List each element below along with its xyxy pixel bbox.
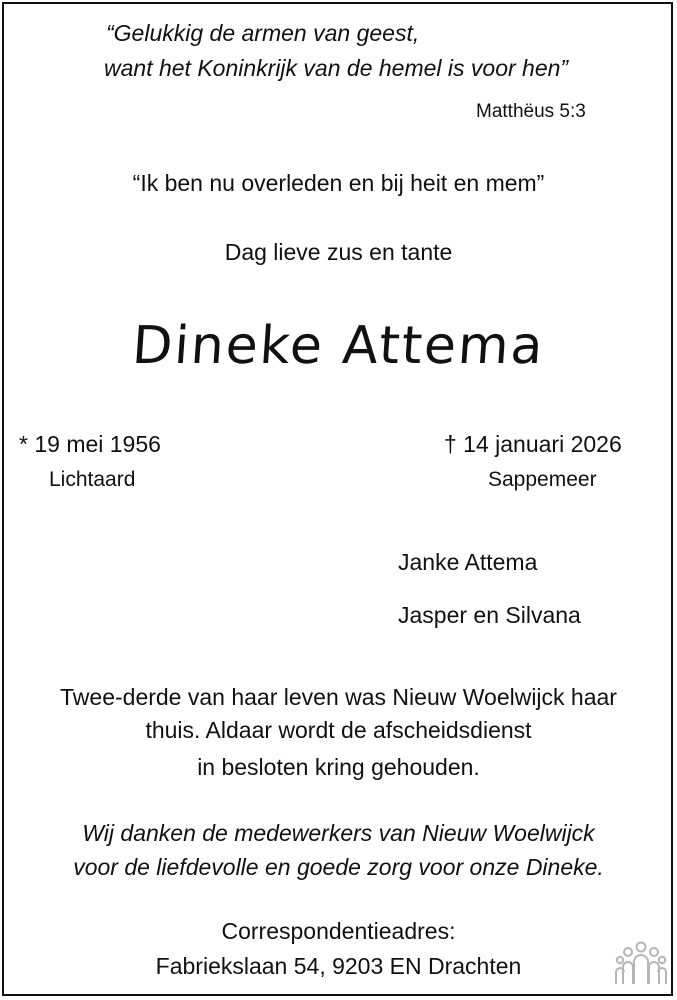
bible-reference: Matthëus 5:3 [476,101,586,122]
intro-quote: “Ik ben nu overleden en bij heit en mem” [132,170,545,196]
correspondence-address: Fabriekslaan 54, 9203 EN Drachten [155,953,522,979]
thanks-line-2: voor de liefdevolle en goede zorg voor onze Dineke. [73,854,604,880]
birth-date: * 19 mei 1956 [19,431,161,457]
greeting: Dag lieve zus en tante [224,239,453,265]
notice-border [2,2,673,996]
announcement-line-2: thuis. Aldaar wordt de afscheidsdienst [145,717,532,743]
birth-place: Lichtaard [49,468,136,491]
family-member-2: Jasper en Silvana [398,602,581,628]
announcement-line-1: Twee-derde van haar leven was Nieuw Woelwijck haar [60,684,617,710]
thanks-line-1: Wij danken de medewerkers van Nieuw Woelwijck [82,820,595,846]
family-member-1: Janke Attema [398,549,538,575]
death-date: † 14 januari 2026 [444,431,622,457]
bible-quote-line-1: “Gelukkig de armen van geest, [106,20,420,46]
family-people-icon [615,940,667,986]
bible-quote-line-2: want het Koninkrijk van de hemel is voor hen” [104,55,569,81]
announcement-line-3: in besloten kring gehouden. [197,754,480,780]
correspondence-label: Correspondentieadres: [221,918,456,944]
deceased-name: Dineke Attema [130,316,547,376]
death-place: Sappemeer [488,468,597,491]
